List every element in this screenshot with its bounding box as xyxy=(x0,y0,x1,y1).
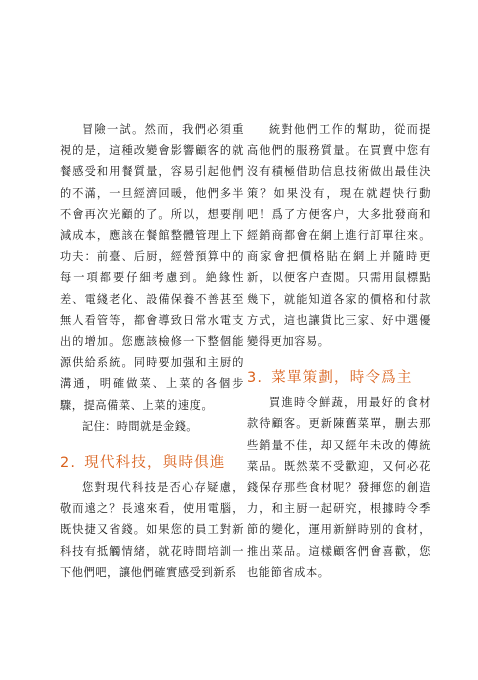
section-2-title: 現代科技，與時俱進 xyxy=(84,455,226,472)
right-paragraph-2: 買進時令鮮蔬，用最好的食材款待顧客。更新陳舊菜單，删去那些銷量不佳，却又經年未改的傳統菜品。既然菜不受歡迎，又何必花錢保存那些食材呢？發揮您的創造力，和主厨一起研究，根據時令季節的變化，運用新鮮時别的食材，推出菜品。這樣顧客們會喜歡，您也能節省成本。 xyxy=(247,396,431,579)
left-column xyxy=(60,119,244,583)
section-2-heading xyxy=(60,453,244,473)
left-paragraph-1: 冒險一試。然而，我們必須重視的是，這種改變會影響顧客的就餐感受和用餐質量，容易引起他們的不滿，一旦經濟回暖，他們多半不會再次光顧的了。所以，想要削減成本，應該在餐館整體管理上下功夫：前臺、后厨，經營預算中的每一項都要仔細考慮到。絶緣性差、電綫老化、設備保養不善甚至無人看管等，都會導致日常水電支出的增加。您應該檢修一下整個能源供給系統。同時要加强和主厨的溝通，明確做菜、上菜的各個步驟，提高備菜、上菜的速度。 xyxy=(60,123,244,412)
section-3-title: 菜單策劃，時令爲主 xyxy=(271,370,413,387)
section-2-number: 2. xyxy=(60,455,77,472)
left-paragraph-2: 您對現代科技是否心存疑慮，敬而遠之？長遠來看，使用電腦，既快捷又省錢。如果您的員工對新科技有抵觸情緒，就花時間培訓一下他們吧，讓他們確實感受到新系 xyxy=(60,481,244,579)
section-3-number: 3. xyxy=(247,370,264,387)
time-is-money-note: 記住：時間就是金錢。 xyxy=(82,419,198,433)
right-column xyxy=(247,119,431,583)
right-paragraph-1: 統對他們工作的幫助，從而提高他們的服務質量。在買賣中您有沒有積極借助信息技術做出最佳決策？如果没有，現在就趕快行動吧！爲了方便客户，大多批發商和經銷商都會在網上進行訂單往來。商家會把價格貼在網上并隨時更新，以便客户查閲。只需用鼠標點幾下，就能知道各家的價格和付款方式，這也讓貨比三家、好中選優變得更加容易。 xyxy=(247,123,431,349)
section-3-heading xyxy=(247,368,431,388)
